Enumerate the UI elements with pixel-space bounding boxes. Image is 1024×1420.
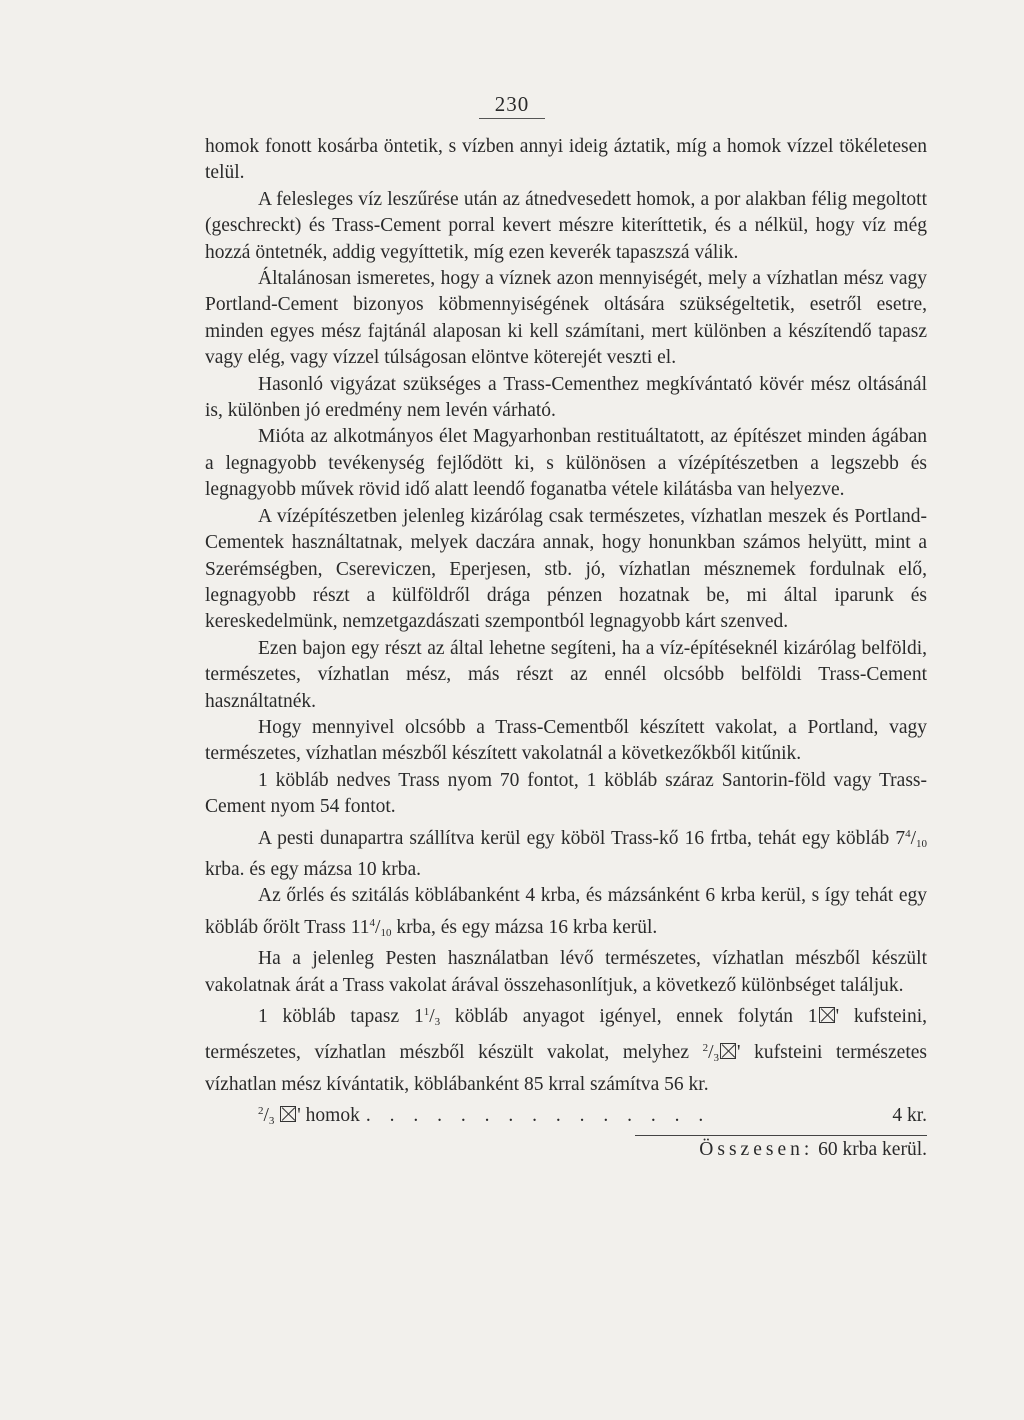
- square-fathom-icon: [280, 1106, 296, 1122]
- total-line: [635, 1135, 927, 1163]
- page-number: 230: [0, 92, 1024, 119]
- paragraph-calculation: 1 köbláb tapasz $1^1/_3$ köbláb anyagot igényel, ennek folytán 1 ' kufsteini, természetes, vízhatlan mészből készült vakolat, melyhez $^2/_3$ ' kufsteini természetes vízhatlan mész kívántatik, köblábanként 85 krral számítva 56 kr.: [205, 1006, 927, 1095]
- dot-leader: . . . . . . . . . . . . . . .: [365, 1105, 711, 1127]
- square-fathom-icon: [819, 1007, 835, 1023]
- sand-cost-value: 4 kr.: [892, 1105, 927, 1127]
- paragraph: Ezen bajon egy részt az által lehetne segíteni, ha a víz-építéseknél kizárólag belföldi, természetes, vízhatlan mész, más részt az ennél olcsóbb belföldi Trass-Cement használtatnék.: [205, 637, 927, 712]
- square-fathom-icon: [720, 1043, 736, 1059]
- total-label: Összesen:: [699, 1138, 814, 1160]
- paragraph: Hogy mennyivel olcsóbb a Trass-Cementből készített vakolat, a Portland, vagy természetes, vízhatlan mészből készített vakolatnál a következőkből kitűnik.: [205, 716, 927, 765]
- total-value: 60 krba kerül.: [818, 1138, 927, 1160]
- body-text: [205, 134, 927, 1163]
- paragraph: Általánosan ismeretes, hogy a víznek azon mennyiségét, mely a vízhatlan mész vagy Portland-Cement bizonyos köbmennyiségének oltására szükségeltetik, esetről esetre, minden egyes mész fajtánál alaposan ki kell számítani, mert különben a készítendő tapasz vagy elég, vagy vízzel túlságosan elöntve köterejét veszti el.: [205, 268, 927, 369]
- paragraph: A felesleges víz leszűrése után az átnedvesedett homok, a por alakban félig megoltott (geschreckt) és Trass-Cement porral kevert mészre kiteríttetik, és a nélkül, hogy víz még hozzá öntetnék, addig vegyíttetik, míg ezen keverék tapaszszá válik.: [205, 188, 927, 263]
- paragraph: Mióta az alkotmányos élet Magyarhonban restituáltatott, az építészet minden ágában a legnagyobb tevékenység fejlődött ki, s különösen a vízépítészetben a legszebb és legnagyobb művek rövid idő alatt leendő foganatba vétele kilátásba van helyezve.: [205, 426, 927, 501]
- paragraph-trass-price: A pesti dunapartra szállítva kerül egy köböl Trass-kő 16 frtba, tehát egy köbláb $7^4/_{10}$ krba. és egy mázsa 10 krba.: [205, 827, 927, 880]
- paragraph: homok fonott kosárba öntetik, s vízben annyi ideig áztatik, míg a homok vízzel tökéletesen telül.: [205, 136, 927, 184]
- paragraph: 1 köbláb nedves Trass nyom 70 fontot, 1 köbláb száraz Santorin-föld vagy Trass-Cement nyom 54 fontot.: [205, 769, 927, 818]
- paragraph: Hasonló vigyázat szükséges a Trass-Cementhez megkívántató kövér mész oltásánál is, különben jó eredmény nem levén várható.: [205, 373, 927, 422]
- paragraph: A vízépítészetben jelenleg kizárólag csak természetes, vízhatlan meszek és Portland-Cementek használtatnak, melyek daczára annak, hogy honunkban számos helyütt, mint a Szerémségben, Csereviczen, Eperjesen, stb. jó, vízhatlan mésznemek fordulnak elő, legnagyobb részt a külföldről drága pénzen hozatnak be, mi által iparunk és kereskedelmünk, nemzetgazdászati szempontból legnagyobb kárt szenved.: [205, 505, 927, 633]
- paragraph-grinding-cost: Az őrlés és szitálás köblábanként 4 krba, és mázsánként 6 krba kerül, s így tehát egy köbláb őrölt Trass $11^4/_{10}$ krba, és egy mázsa 16 krba kerül.: [205, 885, 927, 939]
- sand-cost-line: $^2/_3$ ' homok . . . . . . . . . . . . . . . 4 kr.: [205, 1098, 927, 1134]
- paragraph: Ha a jelenleg Pesten használatban lévő természetes, vízhatlan mészből készült vakolatnak árát a Trass vakolat árával összehasonlítjuk, a következő különbséget találjuk.: [205, 948, 927, 996]
